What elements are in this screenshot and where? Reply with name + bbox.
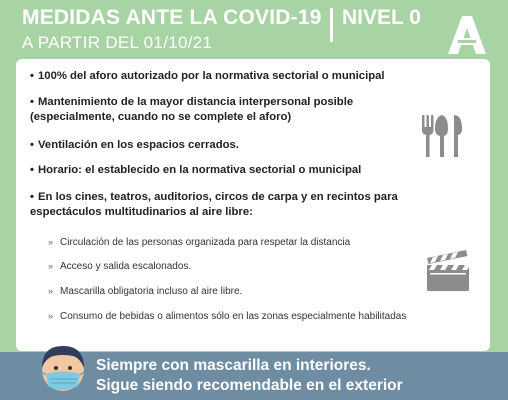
measures-card xyxy=(16,59,490,351)
masked-face-icon xyxy=(38,340,88,400)
sub-measure-text: Circulación de las personas organizada para respetar la distancia xyxy=(60,237,351,248)
measure-item: • Horario: el establecido en la normativa sectorial o municipal xyxy=(30,164,362,176)
cutlery-icon xyxy=(419,113,465,159)
title-divider xyxy=(330,8,333,42)
clapperboard-icon xyxy=(426,248,470,292)
sub-measure-text: Mascarilla obligatoria incluso al aire libre. xyxy=(60,286,243,297)
header xyxy=(0,0,508,60)
footer-line-1: Siempre con mascarilla en interiores. xyxy=(96,357,371,374)
measure-item: • Ventilación en los espacios cerrados. xyxy=(30,139,239,151)
measure-text: Mantenimiento de la mayor distancia interpersonal posible (especialmente, cuando no se complete el aforo) xyxy=(30,96,354,123)
measure-text: Ventilación en los espacios cerrados. xyxy=(38,139,239,151)
date-subtitle: A PARTIR DEL 01/10/21 xyxy=(22,33,213,52)
sub-measure-item: » Mascarilla obligatoria incluso al aire libre. xyxy=(48,286,243,297)
sub-measure-item: » Circulación de las personas organizada para respetar la distancia xyxy=(48,237,351,248)
measure-item: • 100% del aforo autorizado por la normativa sectorial o municipal xyxy=(30,70,385,82)
sub-measure-item: » Consumo de bebidas o alimentos sólo en las zonas especialmente habilitadas xyxy=(48,311,407,322)
sub-measure-text: Consumo de bebidas o alimentos sólo en las zonas especialmente habilitadas xyxy=(60,311,407,322)
junta-andalucia-logo-icon xyxy=(448,14,486,54)
measure-text: 100% del aforo autorizado por la normativa sectorial o municipal xyxy=(38,70,385,82)
page-title: MEDIDAS ANTE LA COVID-19 xyxy=(22,6,322,29)
measure-item: • Mantenimiento de la mayor distancia interpersonal posible (especialmente, cuando no se complete el aforo) xyxy=(30,96,354,123)
sub-measure-item: » Acceso y salida escalonados. xyxy=(48,261,192,272)
measure-item: • En los cines, teatros, auditorios, circos de carpa y en recintos para espectáculos multitudinarios al aire libre: xyxy=(30,191,398,218)
sub-measure-text: Acceso y salida escalonados. xyxy=(60,261,192,272)
measure-text: En los cines, teatros, auditorios, circos de carpa y en recintos para espectáculos multitudinarios al aire libre: xyxy=(30,191,398,218)
level-label: NIVEL 0 xyxy=(342,6,421,29)
measure-text: Horario: el establecido en la normativa sectorial o municipal xyxy=(38,164,362,176)
footer-line-2: Sigue siendo recomendable en el exterior xyxy=(96,377,403,394)
